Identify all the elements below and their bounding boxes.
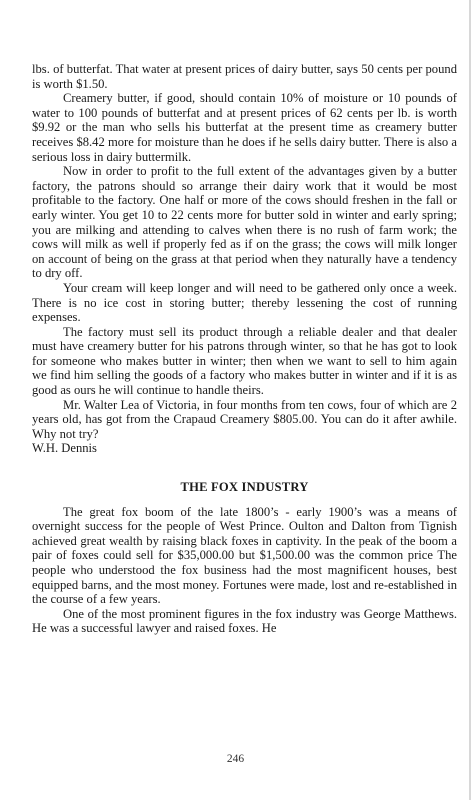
paragraph-dairy-arrangement: Now in order to profit to the full extent of the advantages given by a butter factory, the patrons should so arrange their dairy work that it would be most profitable to the factory. One half or more of the cows should freshen in the fall or early winter. You get 10 to 22 cents more for butter sold in winter and early spring; you are milking and attending to calves when there is no rush of farm work; the cows will milk as well if properly fed as if on the grass; the cows will milk longer on account of being on the grass at that period when they naturally have a tendency to dry off.: [32, 164, 457, 281]
page-number: 246: [226, 753, 245, 765]
paragraph-cream-storage: Your cream will keep longer and will need to be gathered only once a week. There is no ice cost in storing butter; thereby lessening the cost of running expenses.: [32, 280, 457, 325]
paragraph-george-matthews: One of the most prominent figures in the fox industry was George Matthews. He was a successful lawyer and raised foxes. He: [32, 606, 457, 636]
paragraph-butterfat-value: lbs. of butterfat. That water at present prices of dairy butter, says 50 cents per pound is worth $1.50.: [32, 62, 457, 91]
paragraph-factory-dealer: The factory must sell its product through a reliable dealer and that dealer must have creamery butter for his patrons through winter, so that he has got to look for someone who makes butter in winter; then when we want to sell to him again we find him selling the goods of a factory who makes butter in winter and if it is as good as ours he will continue to handle theirs.: [32, 324, 457, 398]
section-heading: THE FOX INDUSTRY: [180, 480, 309, 495]
paragraph-walter-lea: Mr. Walter Lea of Victoria, in four months from ten cows, four of which are 2 years old, has got from the Crapaud Creamery $805.00. You can do it after awhile. Why not try?: [32, 397, 457, 441]
body-text: [32, 62, 457, 636]
paragraph-fox-boom: The great fox boom of the late 1800’s - early 1900’s was a means of overnight success for the people of West Prince. Oulton and Dalton from Tignish achieved great wealth by raising black foxes in captivity. In the peak of the boom a pair of foxes could sell for $35,000.00 but $1,500.00 was the common price The people who understood the fox business had the most magnificent houses, best equipped barns, and the most money. Fortunes were made, lost and re-established in the course of a few years.: [32, 504, 457, 607]
paragraph-creamery-butter: Creamery butter, if good, should contain 10% of moisture or 10 pounds of water to 100 pounds of butterfat and at present prices of 62 cents per lb. is worth $9.92 or the man who sells his butterfat at the present time as creamery butter receives $8.42 more for moisture than he does if he sells dairy butter. There is also a serious loss in dairy buttermilk.: [32, 91, 457, 164]
signature: W.H. Dennis: [32, 441, 97, 456]
